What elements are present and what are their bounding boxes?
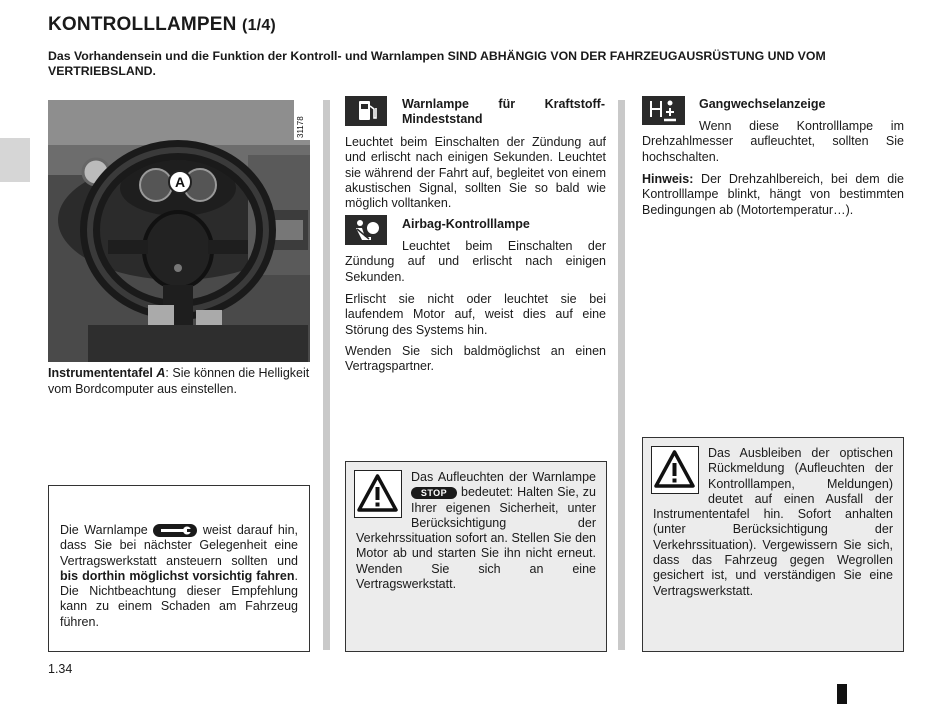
hint-text: Der Drehzahlbereich, bei dem die Kontrolllampe blinkt, hängt von bestimmten Bedingungen ab (Motortemperatur…). xyxy=(642,172,904,217)
gear-shift-heading: Gangwechselanzeige xyxy=(699,97,826,111)
fuel-pump-icon xyxy=(345,96,387,126)
service-note-text xyxy=(60,523,298,630)
fuel-warning-text: Leuchtet beim Einschalten der Zündung auf und erlischt nach einigen Sekunden. Leuchtet sie während der Fahrt auf, begleitet von einem akustischen Signal, sollten Sie so bald wie möglich volltanken. xyxy=(345,135,606,211)
fuel-warning-heading: Warnlampe für Kraftstoff-Mindeststand xyxy=(402,97,605,126)
wrench-icon xyxy=(153,524,197,537)
stop-warning-part2: bedeutet: Halten Sie, zu Ihrer eigenen Sicherheit, unter Berücksichtigung der Verkehrssituation sofort an. Stellen Sie den Motor ab und starten Sie ihn nicht erneut. Wenden Sie sich an eine Vertragswerkstatt. xyxy=(356,485,596,592)
photo-caption xyxy=(48,365,310,397)
service-note-box xyxy=(48,485,310,652)
column-divider xyxy=(618,100,625,650)
instrument-failure-body: Das Ausbleiben der optischen Rückmeldung (Aufleuchten der Kontrolllampen, Meldungen) deutet auf einen Ausfall der Instrumententafel hin. Sofort anhalten (unter Berücksichtigung der Verkehrssituation). Vergewissern Sie sich, dass das Fahrzeug gegen Wegrollen gesichert ist, und verständigen Sie eine Vertragswerkstatt. xyxy=(653,446,893,598)
service-note-part2: weist darauf hin, dass Sie bei nächster Gelegenheit eine Vertragswerkstatt ansteuern sollten und xyxy=(60,523,298,568)
airbag-text-2: Erlischt sie nicht oder leuchtet sie bei laufendem Motor auf, weist dies auf eine Störung des Systems hin. xyxy=(345,292,606,337)
gear-shift-hint xyxy=(642,172,904,218)
stop-warning-text xyxy=(356,470,596,592)
instrument-failure-text xyxy=(653,446,893,599)
instrument-failure-warning-box xyxy=(642,437,904,652)
column-divider xyxy=(323,100,330,650)
airbag-heading: Airbag-Kontrolllampe xyxy=(402,217,530,231)
stop-warning-box xyxy=(345,461,607,652)
caption-text: : Sie können die Helligkeit vom Bordcomputer aus einstellen. xyxy=(48,366,310,396)
caption-label: A xyxy=(156,366,166,380)
page-title xyxy=(48,14,276,36)
airbag-text-3: Wenden Sie sich baldmöglichst an einen Vertragspartner. xyxy=(345,344,606,374)
hint-label: Hinweis: xyxy=(642,172,694,186)
gear-shift-text: Wenn diese Kontrolllampe im Drehzahlmesser aufleuchtet, sollten Sie hochschalten. xyxy=(642,119,904,164)
caption-bold: Instrumententafel xyxy=(48,366,153,380)
page-corner-mark xyxy=(837,684,847,704)
photo-reference-number: 31178 xyxy=(296,116,305,138)
page-number: 1.34 xyxy=(48,662,73,676)
steering-wheel-illustration xyxy=(48,100,310,362)
photo-callout-label: A xyxy=(174,174,186,190)
service-note-bold: bis dorthin möglichst vorsichtig fahren xyxy=(60,568,295,583)
intro-text: Das Vorhandensein und die Funktion der Kontroll- und Warnlampen SIND ABHÄNGIG VON DER FAHRZEUGAUSRÜSTUNG UND VOM VERTRIEBSLAND. xyxy=(48,49,826,78)
service-note-part1: Die Warnlampe xyxy=(60,523,148,537)
airbag-text-1: Leuchtet beim Einschalten der Zündung auf und erlischt nach einigen Sekunden. xyxy=(345,239,606,284)
page-title-sub: (1/4) xyxy=(242,17,276,34)
dashboard-photo xyxy=(48,100,310,362)
page-title-main: KONTROLLLAMPEN xyxy=(48,14,237,35)
section-tab xyxy=(0,138,30,182)
stop-icon: STOP xyxy=(411,487,457,499)
service-note-part3: . Die Nichtbeachtung dieser Empfehlung kann zu einem Schaden am Fahrzeug führen. xyxy=(60,568,298,629)
stop-warning-part1: Das Aufleuchten der Warnlampe xyxy=(411,470,596,484)
